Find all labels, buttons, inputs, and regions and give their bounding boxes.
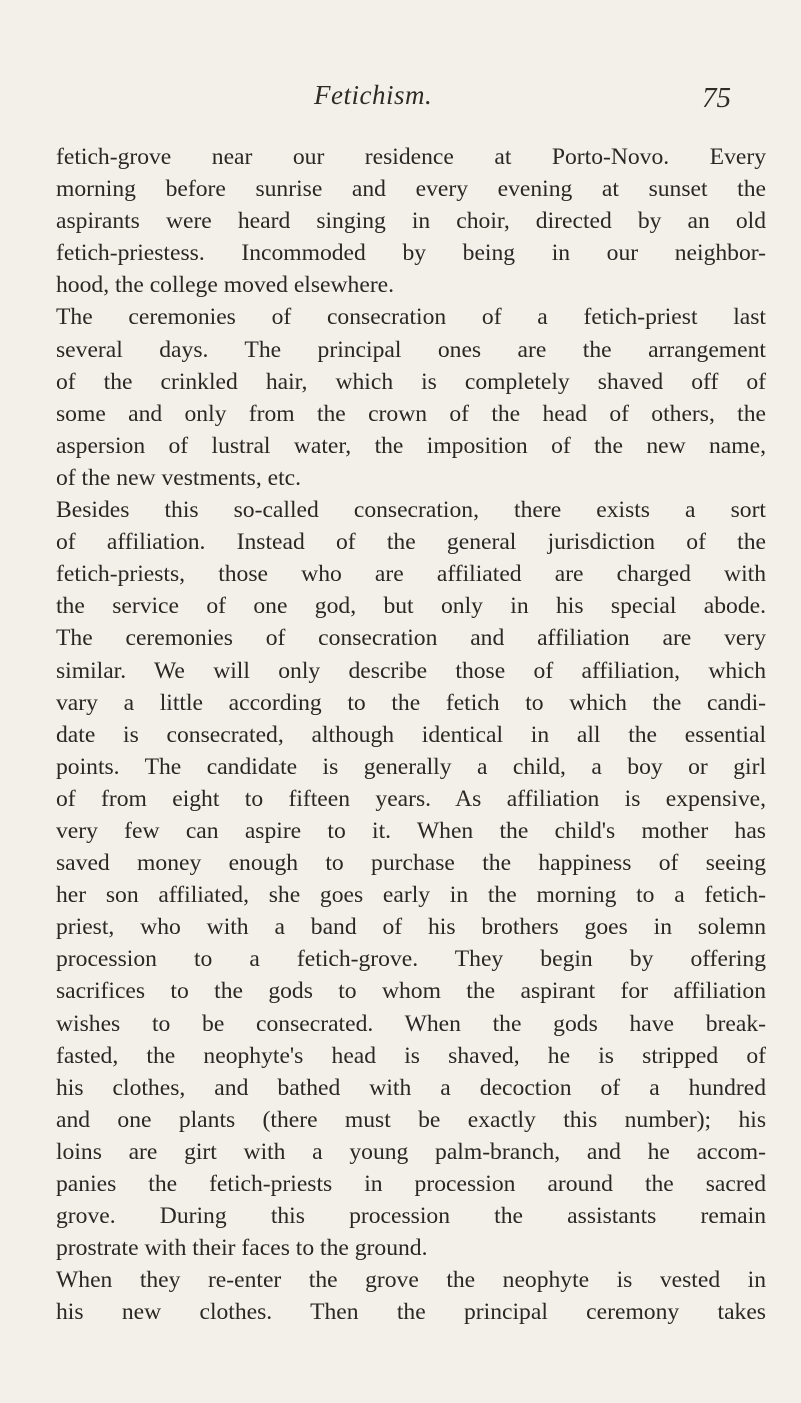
- text-line: wishes to be consecrated. When the gods have break-: [56, 1010, 766, 1037]
- text-line: points. The candidate is generally a child, a boy or girl: [56, 753, 766, 780]
- text-line: hood, the college moved elsewhere.: [56, 272, 395, 299]
- text-line: his clothes, and bathed with a decoction of a hundred: [56, 1074, 766, 1101]
- text-line: his new clothes. Then the principal ceremony takes: [56, 1299, 766, 1326]
- text-line: of the crinkled hair, which is completely shaved off of: [56, 368, 766, 395]
- text-line: vary a little according to the fetich to which the candi-: [56, 689, 766, 716]
- text-line: procession to a fetich-grove. They begin by offering: [56, 946, 766, 973]
- text-line: prostrate with their faces to the ground.: [56, 1235, 428, 1262]
- text-line: aspersion of lustral water, the imposition of the new name,: [56, 432, 766, 459]
- text-line: and one plants (there must be exactly this number); his: [56, 1106, 766, 1133]
- text-line: priest, who with a band of his brothers goes in solemn: [56, 914, 766, 941]
- text-line: similar. We will only describe those of affiliation, which: [56, 657, 766, 684]
- page-number: 75: [702, 82, 731, 114]
- text-line: grove. During this procession the assistants remain: [56, 1203, 766, 1230]
- text-line: fasted, the neophyte's head is shaved, he is stripped of: [56, 1042, 766, 1069]
- text-line: The ceremonies of consecration and affiliation are very: [56, 625, 766, 652]
- text-line: very few can aspire to it. When the child's mother has: [56, 817, 766, 844]
- text-line: fetich-grove near our residence at Porto-Novo. Every: [56, 144, 766, 170]
- text-line: the service of one god, but only in his special abode.: [56, 593, 766, 620]
- text-line: fetich-priests, those who are affiliated are charged with: [56, 561, 766, 588]
- text-line: date is consecrated, although identical in all the essential: [56, 721, 766, 748]
- text-line: several days. The principal ones are the arrangement: [56, 336, 766, 363]
- text-line: Besides this so-called consecration, there exists a sort: [56, 497, 766, 524]
- running-title: Fetichism.: [314, 80, 433, 110]
- text-line: fetich-priestess. Incommoded by being in our neighbor-: [56, 240, 766, 267]
- text-line: some and only from the crown of the head of others, the: [56, 400, 766, 427]
- text-line: The ceremonies of consecration of a fetich-priest last: [56, 304, 766, 331]
- text-line: aspirants were heard singing in choir, directed by an old: [56, 208, 766, 235]
- text-line: saved money enough to purchase the happiness of seeing: [56, 850, 766, 877]
- text-line: loins are girt with a young palm-branch, and he accom-: [56, 1138, 766, 1165]
- text-line: of from eight to fifteen years. As affiliation is expensive,: [56, 785, 766, 812]
- body-text: [56, 141, 766, 1328]
- text-line: morning before sunrise and every evening at sunset the: [56, 176, 766, 203]
- text-line: of the new vestments, etc.: [56, 464, 302, 491]
- text-line: panies the fetich-priests in procession around the sacred: [56, 1171, 766, 1197]
- text-line: When they re-enter the grove the neophyte is vested in: [56, 1267, 766, 1294]
- text-line: of affiliation. Instead of the general jurisdiction of the: [56, 529, 766, 556]
- text-line: sacrifices to the gods to whom the aspirant for affiliation: [56, 978, 766, 1005]
- text-line: her son affiliated, she goes early in the morning to a fetich-: [56, 882, 766, 909]
